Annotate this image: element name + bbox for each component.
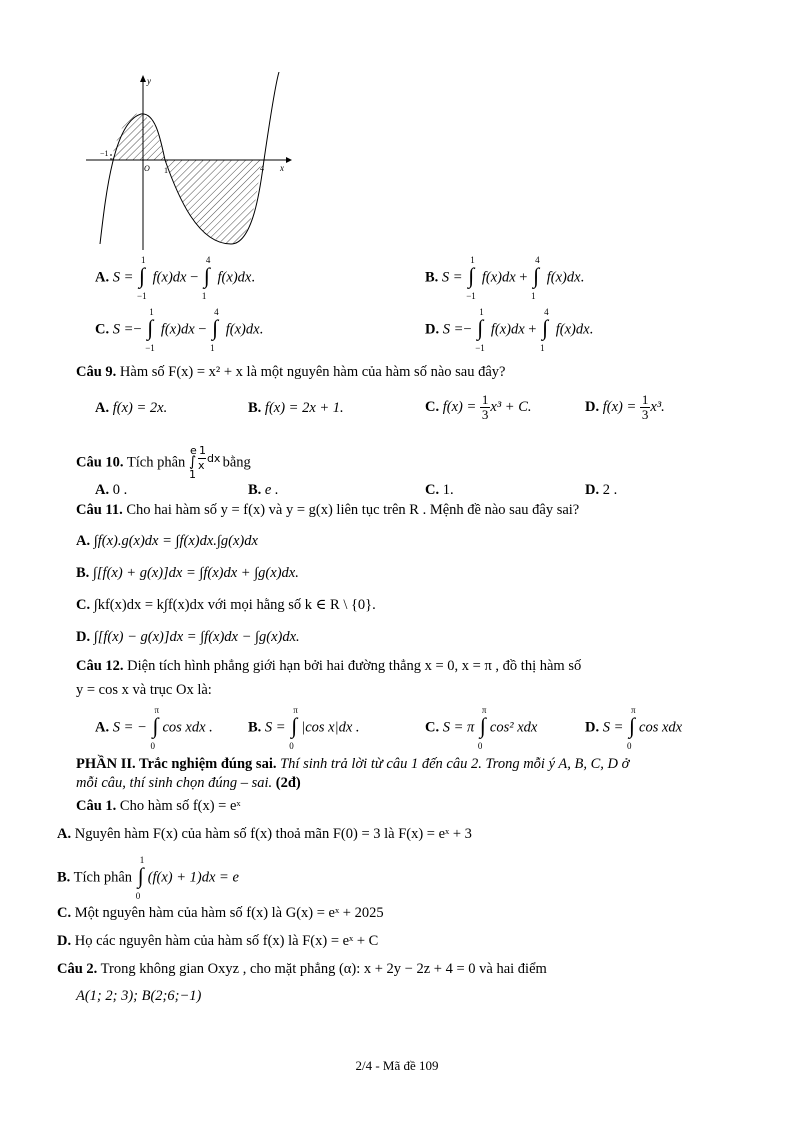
part2-heading-2: mỗi câu, thí sinh chọn đúng – sai. (2đ) xyxy=(76,775,301,791)
q9-option-d: D. f(x) = $\frac{1}{3}$ x³. xyxy=(585,392,665,422)
q8-option-c: C. S =− ∫ 1 −1 f(x)dx − ∫ 4 1 f(x)dx. xyxy=(95,307,264,353)
p2-q1-c: C. Một nguyên hàm của hàm số f(x) là G(x) = eˣ + 2025 xyxy=(57,905,384,921)
q10-stem: Câu 10. Tích phân e ∫ 1 1 x dx bằng xyxy=(76,444,251,481)
p2-q1-stem: Câu 1. Cho hàm số f(x) = eˣ xyxy=(76,798,241,814)
q8-option-d: D. S =− ∫ 1 −1 f(x)dx + ∫ 4 1 f(x)dx. xyxy=(425,307,594,353)
q12-stem: Câu 12. Diện tích hình phẳng giới hạn bởi hai đường thẳng x = 0, x = π , đồ thị hàm số xyxy=(76,658,582,674)
tick-neg1: −1 xyxy=(100,149,109,158)
q9-stem: Câu 9. Hàm số F(x) = x² + x là một nguyên hàm của hàm số nào sau đây? xyxy=(76,364,506,380)
q10-option-a: A. 0 . xyxy=(95,482,128,498)
hatched-area-left xyxy=(111,114,165,160)
p2-q1-d: D. Họ các nguyên hàm của hàm số f(x) là F(x) = eˣ + C xyxy=(57,933,379,949)
tick-4: 4 xyxy=(260,164,264,173)
page-footer: 2/4 - Mã đề 109 xyxy=(355,1058,439,1073)
p2-q1-a: A. Nguyên hàm F(x) của hàm số f(x) thoả mãn F(0) = 3 là F(x) = eˣ + 3 xyxy=(57,826,472,842)
part2-heading: PHẦN II. Trắc nghiệm đúng sai. Thí sinh trả lời từ câu 1 đến câu 2. Trong mỗi ý A, B, C, D ở xyxy=(76,756,630,772)
p2-q2-stem-2: A(1; 2; 3); B(2;6;−1) xyxy=(76,988,202,1004)
q12-option-a: A. S = − ∫ π 0 cos xdx . xyxy=(95,705,213,751)
tick-1: 1 xyxy=(164,166,168,175)
origin-label: O xyxy=(144,164,150,173)
function-graph xyxy=(86,72,301,252)
q9-option-b: B. f(x) = 2x + 1. xyxy=(248,400,344,416)
q11-option-b: B. ∫[f(x) + g(x)]dx = ∫f(x)dx + ∫g(x)dx. xyxy=(76,565,299,581)
x-axis-label: x xyxy=(280,163,284,173)
q9-option-c: C. f(x) = $\frac{1}{3}$ x³ + C. xyxy=(425,392,532,422)
q11-stem: Câu 11. Cho hai hàm số y = f(x) và y = g(x) liên tục trên R . Mệnh đề nào sau đây sai? xyxy=(76,502,580,518)
q12-option-d: D. S = ∫ π 0 cos xdx xyxy=(585,705,683,751)
q11-option-a: A. ∫f(x).g(x)dx = ∫f(x)dx.∫g(x)dx xyxy=(76,533,258,549)
q11-option-d: D. ∫[f(x) − g(x)]dx = ∫f(x)dx − ∫g(x)dx. xyxy=(76,629,300,645)
q8-option-a: A. S = ∫ 1 −1 f(x)dx − ∫ 4 1 f(x)dx. xyxy=(95,255,255,301)
q10-option-d: D. 2 . xyxy=(585,482,618,498)
q8-option-b: B. S = ∫ 1 −1 f(x)dx + ∫ 4 1 f(x)dx. xyxy=(425,255,585,301)
q10-option-c: C. 1. xyxy=(425,482,454,498)
q9-option-a: A. f(x) = 2x. xyxy=(95,400,168,416)
q12-stem-2: y = cos x và trục Ox là: xyxy=(76,682,212,698)
p2-q2-stem: Câu 2. Trong không gian Oxyz , cho mặt phẳng (α): x + 2y − 2z + 4 = 0 và hai điểm xyxy=(57,961,547,977)
q10-option-b: B. e . xyxy=(248,482,279,498)
q12-option-b: B. S = ∫ π 0 |cos x|dx . xyxy=(248,705,360,751)
q12-option-c: C. S = π ∫ π 0 cos² xdx xyxy=(425,705,538,751)
y-axis-label: y xyxy=(147,76,151,86)
p2-q1-b: B. Tích phân ∫ 1 0 (f(x) + 1)dx = e xyxy=(57,855,239,901)
q11-option-c: C. ∫kf(x)dx = k∫f(x)dx với mọi hằng số k ∈ R \ {0}. xyxy=(76,597,376,613)
